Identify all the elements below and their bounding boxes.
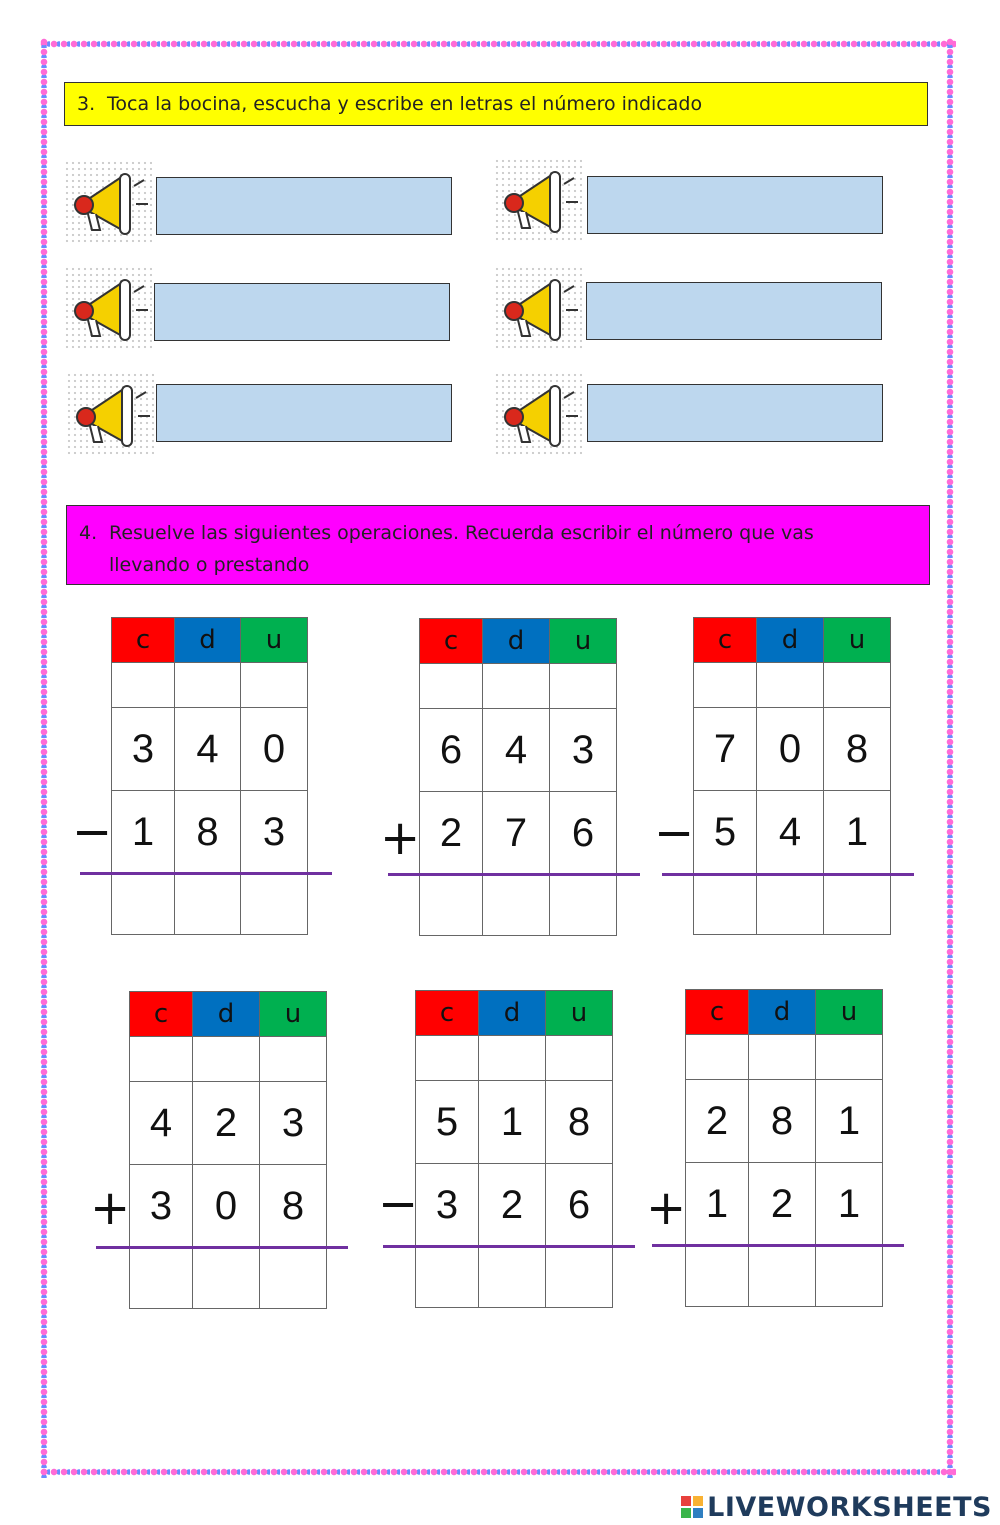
header-u: u [816, 990, 883, 1035]
bottom-digit-u: 6 [546, 1164, 613, 1247]
answer-box-3[interactable] [156, 384, 452, 442]
result-cell-u[interactable] [260, 1248, 327, 1309]
header-u: u [546, 991, 613, 1036]
top-digit-d: 0 [757, 708, 824, 791]
top-digit-u: 3 [550, 709, 617, 792]
decorative-border-right [944, 38, 956, 1478]
exercise-3-text: Toca la bocina, escucha y escribe en letras el número indicado [107, 93, 703, 115]
header-u: u [824, 618, 891, 663]
carry-cell-u[interactable] [260, 1037, 327, 1082]
result-cell-u[interactable] [241, 874, 308, 935]
top-digit-c: 6 [420, 709, 483, 792]
top-digit-c: 4 [130, 1082, 193, 1165]
top-digit-d: 4 [175, 708, 241, 791]
bottom-digit-d: 7 [483, 792, 550, 875]
top-digit-u: 8 [824, 708, 891, 791]
liveworksheets-wordmark: LIVEWORKSHEETS [707, 1491, 992, 1523]
answer-box-2[interactable] [154, 283, 450, 341]
operation-6-grid [685, 989, 883, 1307]
top-digit-c: 5 [416, 1081, 479, 1164]
top-digit-c: 7 [694, 708, 757, 791]
top-digit-d: 1 [479, 1081, 546, 1164]
speaker-5-button[interactable] [494, 266, 582, 350]
top-digit-d: 8 [749, 1080, 816, 1163]
top-digit-u: 8 [546, 1081, 613, 1164]
header-c: c [112, 618, 175, 663]
result-cell-u[interactable] [824, 874, 891, 935]
answer-box-4[interactable] [587, 176, 883, 234]
decorative-border-left [38, 38, 50, 1478]
operation-4-result-line [96, 1246, 348, 1249]
result-cell-c[interactable] [686, 1246, 749, 1307]
result-cell-d[interactable] [479, 1247, 546, 1308]
header-d: d [175, 618, 241, 663]
bottom-digit-u: 3 [241, 791, 308, 874]
result-cell-d[interactable] [483, 875, 550, 936]
header-c: c [130, 992, 193, 1037]
exercise-3-number: 3. [77, 93, 96, 115]
bottom-digit-d: 2 [749, 1163, 816, 1246]
header-u: u [550, 619, 617, 664]
result-cell-d[interactable] [757, 874, 824, 935]
top-digit-u: 1 [816, 1080, 883, 1163]
speaker-2-button[interactable] [64, 266, 152, 350]
operation-5-sign: − [378, 1176, 419, 1232]
carry-cell-d[interactable] [757, 663, 824, 708]
result-cell-u[interactable] [546, 1247, 613, 1308]
operation-4-grid [129, 991, 327, 1309]
result-cell-d[interactable] [175, 874, 241, 935]
exercise-4-text-line2: llevando o prestando [109, 554, 310, 576]
carry-cell-c[interactable] [416, 1036, 479, 1081]
carry-cell-c[interactable] [686, 1035, 749, 1080]
operation-1-result-line [80, 872, 332, 875]
result-cell-u[interactable] [816, 1246, 883, 1307]
header-c: c [686, 990, 749, 1035]
bottom-digit-d: 8 [175, 791, 241, 874]
top-digit-u: 3 [260, 1082, 327, 1165]
speaker-3-button[interactable] [66, 372, 154, 456]
header-u: u [241, 618, 308, 663]
operation-5-grid [415, 990, 613, 1308]
decorative-border-top [40, 38, 956, 50]
carry-cell-u[interactable] [824, 663, 891, 708]
bottom-digit-d: 2 [479, 1164, 546, 1247]
carry-cell-c[interactable] [694, 663, 757, 708]
top-digit-d: 2 [193, 1082, 260, 1165]
header-d: d [483, 619, 550, 664]
bottom-digit-c: 2 [420, 792, 483, 875]
top-digit-c: 3 [112, 708, 175, 791]
bottom-digit-c: 5 [694, 791, 757, 874]
bottom-digit-d: 4 [757, 791, 824, 874]
carry-cell-u[interactable] [546, 1036, 613, 1081]
liveworksheets-logo [681, 1492, 992, 1522]
answer-box-6[interactable] [587, 384, 883, 442]
result-cell-c[interactable] [130, 1248, 193, 1309]
megaphone-icon [494, 158, 582, 242]
result-cell-c[interactable] [420, 875, 483, 936]
operation-6-result-line [652, 1244, 904, 1247]
operation-1-grid [111, 617, 308, 935]
liveworksheets-mark-icon [681, 1496, 703, 1518]
bottom-digit-c: 1 [686, 1163, 749, 1246]
result-cell-c[interactable] [416, 1247, 479, 1308]
decorative-border-bottom [40, 1466, 956, 1478]
header-d: d [749, 990, 816, 1035]
carry-cell-c[interactable] [420, 664, 483, 709]
bottom-digit-u: 1 [824, 791, 891, 874]
operation-1-sign: − [72, 804, 113, 860]
exercise-4-number: 4. [79, 522, 98, 544]
result-cell-d[interactable] [193, 1248, 260, 1309]
carry-cell-c[interactable] [130, 1037, 193, 1082]
carry-cell-d[interactable] [749, 1035, 816, 1080]
operation-2-result-line [388, 873, 640, 876]
megaphone-icon [64, 160, 152, 244]
exercise-4-instruction [66, 505, 930, 585]
carry-cell-d[interactable] [175, 663, 241, 708]
exercise-4-text-line1: Resuelve las siguientes operaciones. Recuerda escribir el número que vas [109, 522, 814, 544]
header-u: u [260, 992, 327, 1037]
exercise-3-instruction [64, 82, 928, 126]
bottom-digit-u: 8 [260, 1165, 327, 1248]
megaphone-icon [494, 266, 582, 350]
result-cell-u[interactable] [550, 875, 617, 936]
header-d: d [757, 618, 824, 663]
answer-box-5[interactable] [586, 282, 882, 340]
answer-box-1[interactable] [156, 177, 452, 235]
top-digit-c: 2 [686, 1080, 749, 1163]
bottom-digit-c: 3 [130, 1165, 193, 1248]
result-cell-c[interactable] [112, 874, 175, 935]
header-c: c [416, 991, 479, 1036]
megaphone-icon [64, 266, 152, 350]
carry-cell-d[interactable] [193, 1037, 260, 1082]
operation-4-sign: + [90, 1180, 131, 1236]
header-c: c [420, 619, 483, 664]
result-cell-d[interactable] [749, 1246, 816, 1307]
header-d: d [479, 991, 546, 1036]
top-digit-u: 0 [241, 708, 308, 791]
carry-cell-c[interactable] [112, 663, 175, 708]
carry-cell-u[interactable] [816, 1035, 883, 1080]
header-d: d [193, 992, 260, 1037]
operation-2-sign: + [380, 810, 421, 866]
operation-6-sign: + [646, 1180, 687, 1236]
bottom-digit-c: 1 [112, 791, 175, 874]
speaker-1-button[interactable] [64, 160, 152, 244]
operation-3-result-line [662, 873, 914, 876]
megaphone-icon [494, 372, 582, 456]
carry-cell-d[interactable] [479, 1036, 546, 1081]
operation-2-grid [419, 618, 617, 936]
carry-cell-d[interactable] [483, 664, 550, 709]
carry-cell-u[interactable] [241, 663, 308, 708]
top-digit-d: 4 [483, 709, 550, 792]
bottom-digit-c: 3 [416, 1164, 479, 1247]
operation-5-result-line [383, 1245, 635, 1248]
bottom-digit-d: 0 [193, 1165, 260, 1248]
speaker-6-button[interactable] [494, 372, 582, 456]
result-cell-c[interactable] [694, 874, 757, 935]
speaker-4-button[interactable] [494, 158, 582, 242]
megaphone-icon [66, 372, 154, 456]
header-c: c [694, 618, 757, 663]
bottom-digit-u: 1 [816, 1163, 883, 1246]
operation-3-sign: − [654, 805, 695, 861]
operation-3-grid [693, 617, 891, 935]
carry-cell-u[interactable] [550, 664, 617, 709]
bottom-digit-u: 6 [550, 792, 617, 875]
